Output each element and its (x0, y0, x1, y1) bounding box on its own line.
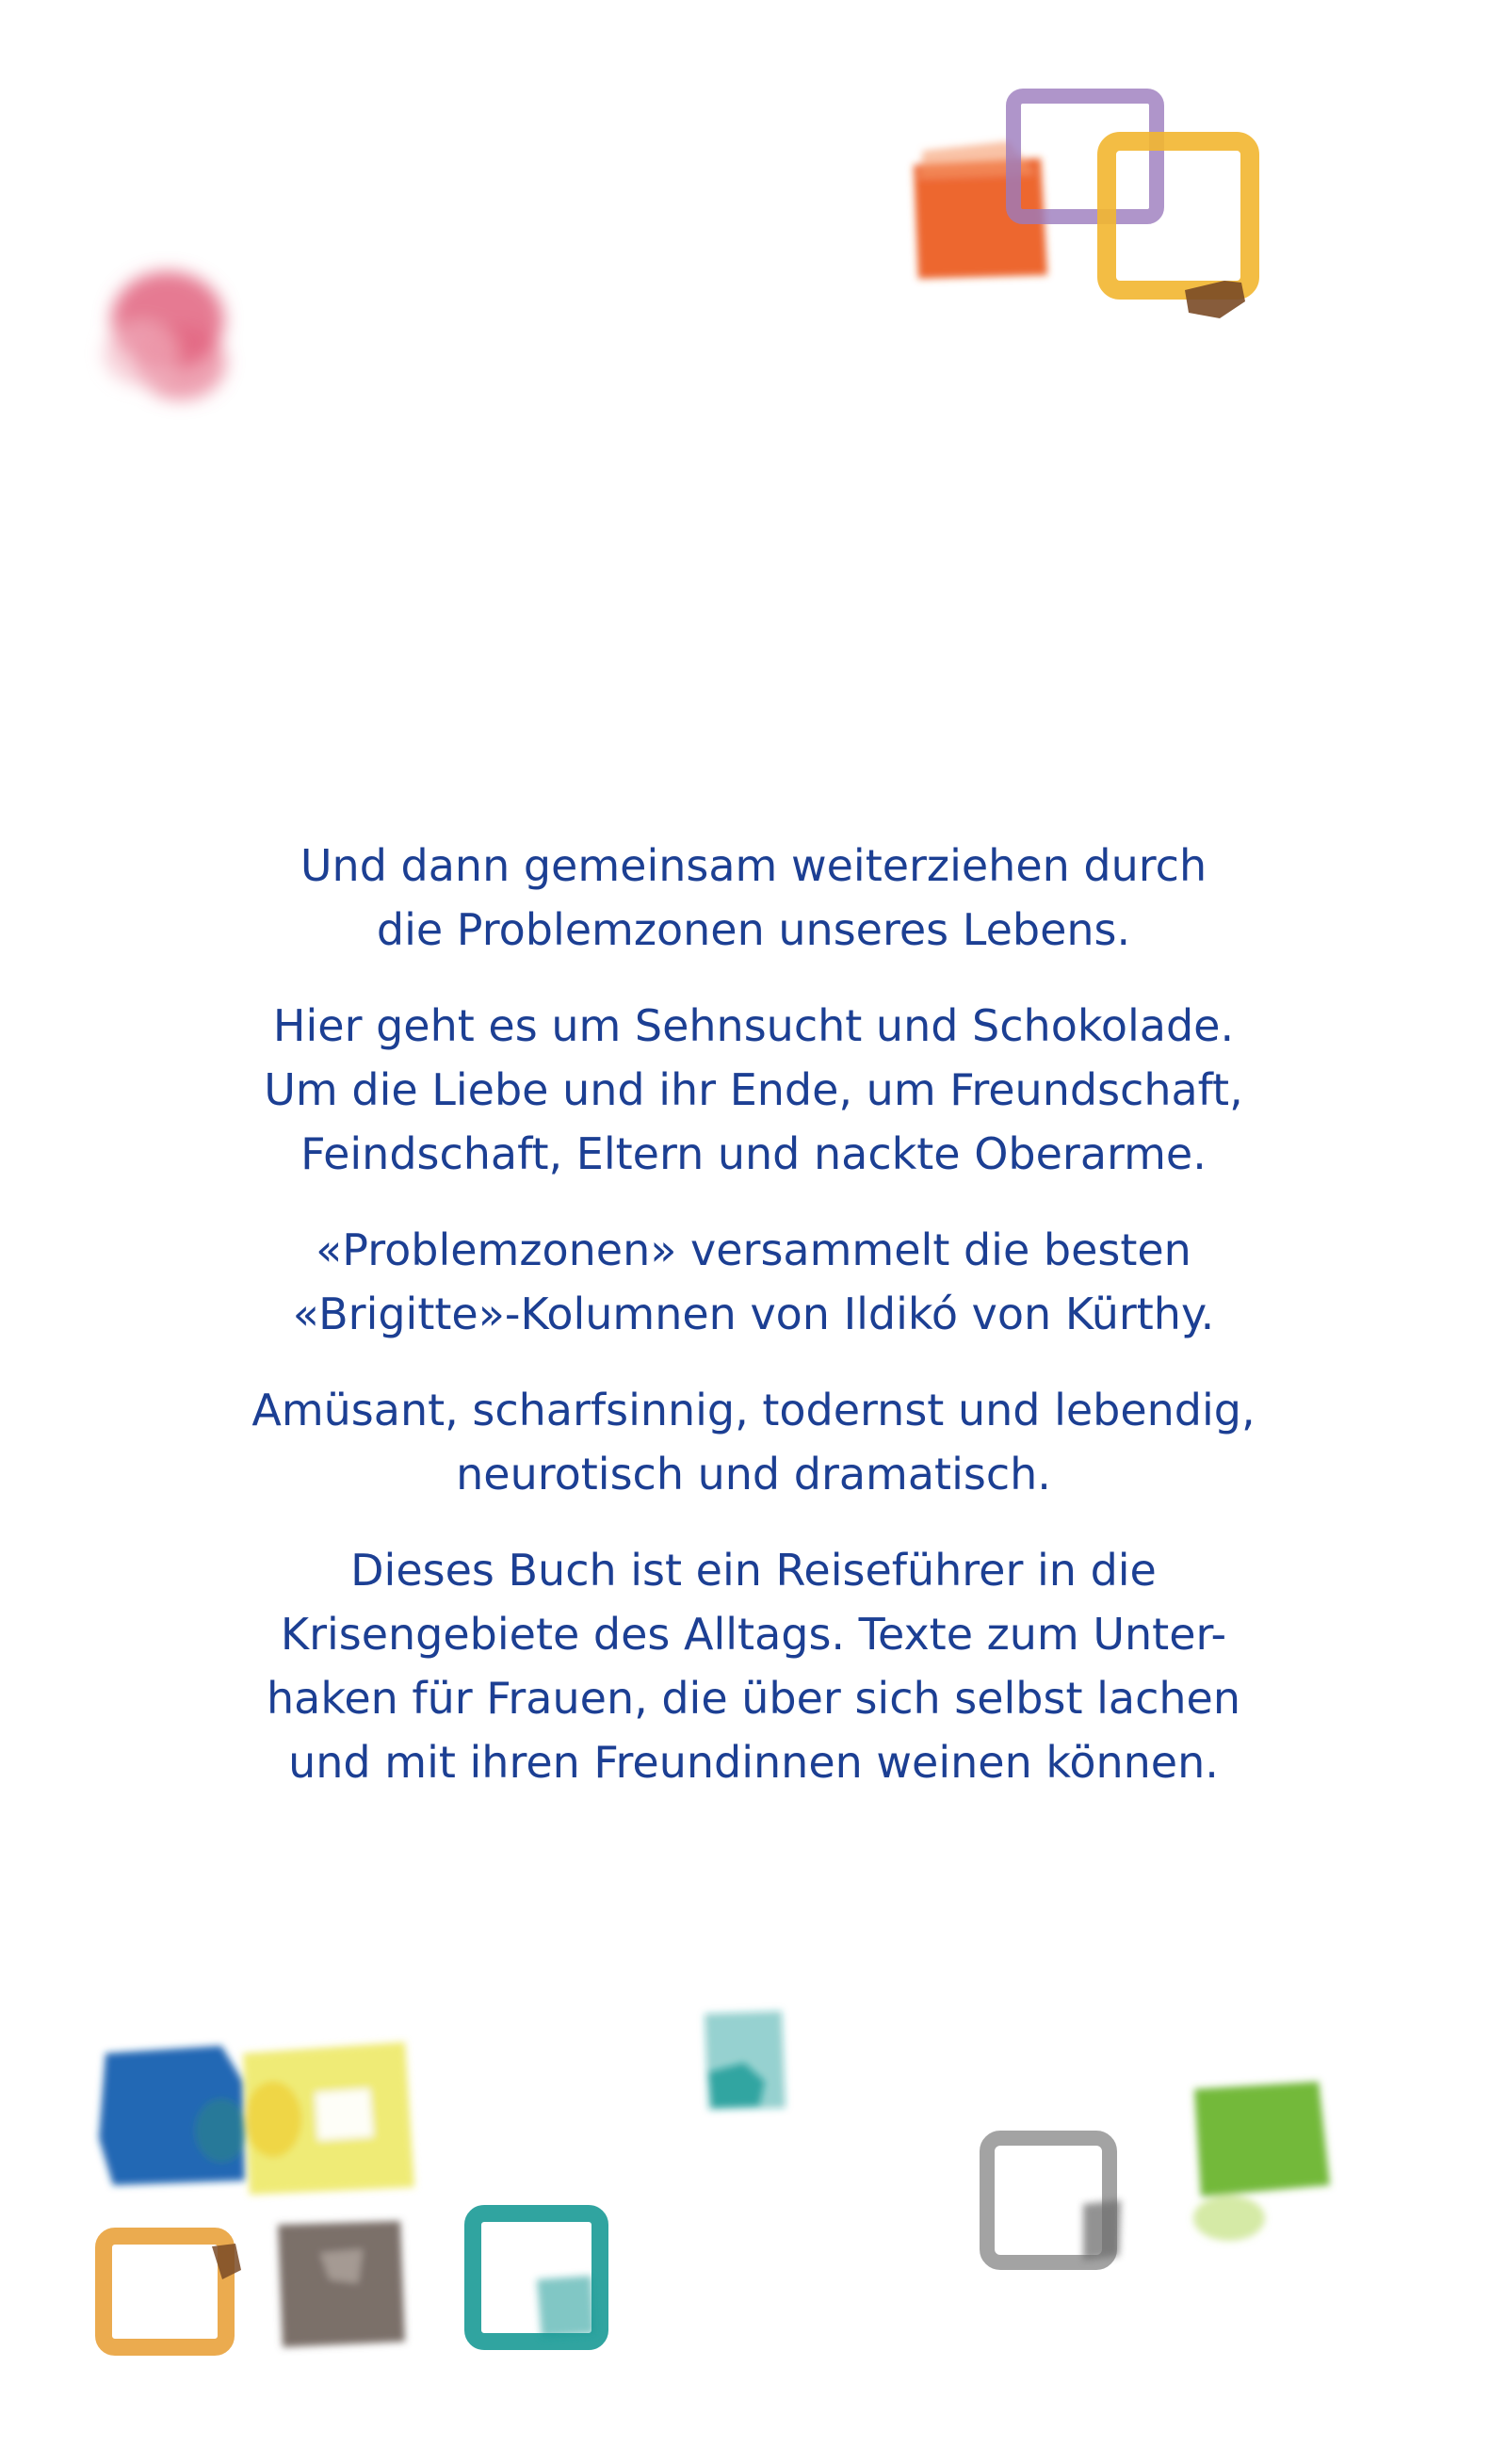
gray-corner-mark (1083, 2200, 1121, 2261)
paragraph-1 (151, 834, 1356, 962)
text-line: Dieses Buch ist ein Reiseführer in die (350, 1545, 1157, 1596)
taupe-square (278, 2221, 405, 2347)
yellow-square (243, 2042, 414, 2195)
teal-square-fill (537, 2276, 595, 2338)
brown-corner-mark (212, 2244, 241, 2279)
text-line: Um die Liebe und ihr Ende, um Freundschaft, (264, 1064, 1243, 1115)
pink-blot (104, 271, 226, 400)
text-line: Amüsant, scharfsinnig, todernst und lebendig, (251, 1385, 1256, 1435)
text-line: Krisengebiete des Alltags. Texte zum Unter- (280, 1609, 1227, 1660)
blurb-text (151, 834, 1356, 1826)
text-line: Feindschaft, Eltern und nackte Oberarme. (300, 1128, 1207, 1179)
green-blot (1193, 2082, 1330, 2241)
text-line: neurotisch und dramatisch. (456, 1449, 1051, 1499)
text-line: haken für Frauen, die über sich selbst lachen (266, 1673, 1240, 1724)
text-line: «Problemzonen» versammelt die besten (316, 1224, 1191, 1275)
paragraph-2 (151, 994, 1356, 1186)
paragraph-4 (151, 1378, 1356, 1506)
text-line: «Brigitte»-Kolumnen von Ildikó von Kürthy. (292, 1289, 1215, 1339)
blue-blot (99, 2046, 248, 2185)
paragraph-5 (151, 1538, 1356, 1794)
ochre-square-outline (104, 2236, 226, 2347)
text-line: Hier geht es um Sehnsucht und Schokolade. (272, 1000, 1235, 1051)
paragraph-3 (151, 1218, 1356, 1346)
text-line: Und dann gemeinsam weiterziehen durch (300, 840, 1207, 891)
small-teal-square (705, 2011, 786, 2110)
text-line: und mit ihren Freundinnen weinen können. (288, 1737, 1219, 1788)
text-line: die Problemzonen unseres Lebens. (376, 904, 1131, 955)
